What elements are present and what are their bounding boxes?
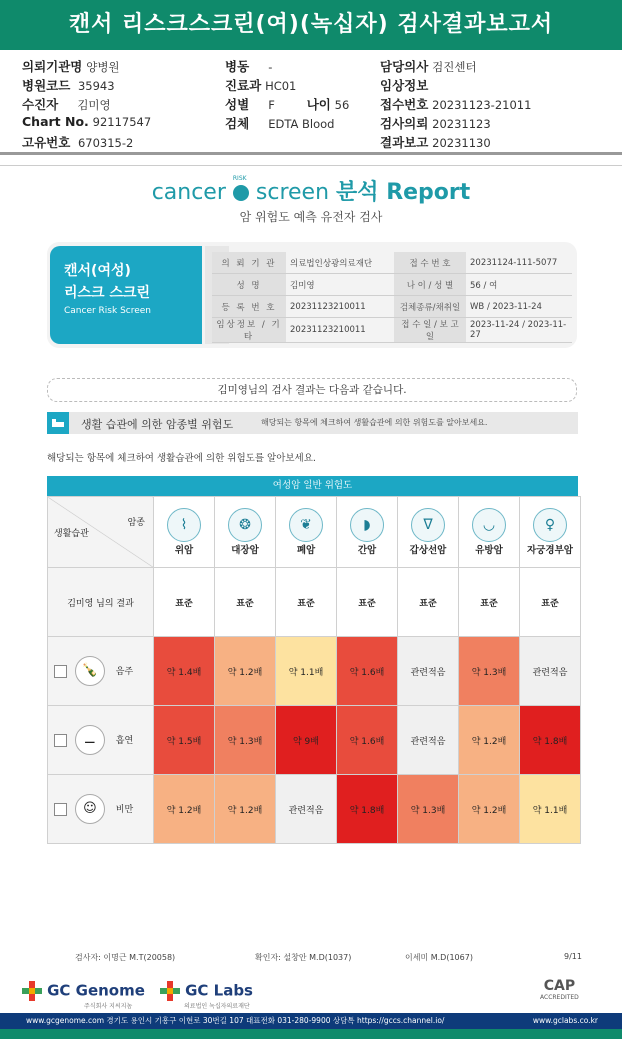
card-value: WB / 2023-11-24: [466, 296, 572, 318]
header-divider: [0, 152, 622, 155]
risk-cell: 약 1.8배: [520, 706, 581, 775]
card-value: 김미영: [286, 274, 394, 296]
hdr-label: Chart No.: [22, 114, 89, 129]
cancer-col: [459, 497, 520, 568]
hdr-label: 담당의사: [380, 59, 429, 74]
result-row: [48, 568, 581, 637]
brand-subtitle: 암 위험도 예측 유전자 검사: [239, 210, 383, 224]
cap-sub: ACCREDITED: [540, 994, 579, 1001]
habit-checkbox[interactable]: [54, 665, 67, 678]
cancer-col: [398, 497, 459, 568]
habit-row: [48, 637, 581, 706]
result-cell: 표준: [337, 568, 398, 637]
result-cell: 표준: [398, 568, 459, 637]
brand-report: 분석 Report: [336, 180, 471, 205]
hdr-label: 병원코드: [22, 78, 71, 93]
hdr-label: 의뢰기관명: [22, 59, 83, 74]
cap-name: CAP: [543, 978, 576, 994]
hdr-value: 검진센터: [432, 60, 477, 74]
cancer-col: [276, 497, 337, 568]
matrix-corner: [48, 497, 154, 568]
hdr-value: 김미영: [77, 98, 111, 112]
hdr-label: 접수번호: [380, 97, 429, 112]
card-row: [212, 274, 572, 296]
hdr-value: 670315-2: [77, 136, 134, 150]
cancer-col: [154, 497, 215, 568]
cancer-col: [520, 497, 581, 568]
hdr-value: 92117547: [92, 115, 152, 129]
header-col3: [380, 57, 531, 152]
body-icon: ☺: [75, 794, 105, 824]
card-value: 20231123210011: [286, 318, 394, 343]
check-hint: 해당되는 항목에 체크하여 생활습관에 의한 위험도를 알아보세요.: [47, 453, 316, 464]
hdr-value: -: [268, 60, 273, 74]
signature-tester: 검사자: 이명근 M.T(20058): [75, 953, 176, 962]
signature-md: 이세미 M.D(1067): [405, 953, 473, 962]
result-cell: 표준: [520, 568, 581, 637]
cap-logo: [540, 978, 579, 1001]
cancer-name: 폐암: [296, 545, 316, 556]
footer-bar: [0, 1013, 622, 1029]
risk-cell: 약 1.3배: [398, 775, 459, 844]
uterus-icon: ♀: [533, 508, 567, 542]
risk-cell: 약 9배: [276, 706, 337, 775]
card-title1: 캔서(여성): [64, 263, 131, 279]
result-cell: 표준: [459, 568, 520, 637]
result-cell: 표준: [154, 568, 215, 637]
risk-cell: 관련적음: [398, 637, 459, 706]
habit-label: [48, 706, 154, 775]
brand-screen: screen: [255, 180, 330, 205]
cancer-name: 자궁경부암: [527, 545, 573, 556]
risk-matrix: [47, 496, 581, 844]
risk-cell: 약 1.2배: [154, 775, 215, 844]
risk-cell: 약 1.2배: [215, 775, 276, 844]
hdr-value: 56: [334, 98, 350, 112]
risk-cell: 관련적음: [398, 706, 459, 775]
hdr-label: 임상정보: [380, 78, 429, 93]
gc-genome-name: GC Genome: [47, 981, 145, 1000]
card-label: [50, 246, 202, 344]
gc-cross-icon: [22, 981, 42, 1001]
habit-checkbox[interactable]: [54, 734, 67, 747]
habit-name: 음주: [115, 666, 134, 677]
cancer-name: 유방암: [475, 545, 503, 556]
footer-accent: [0, 1029, 622, 1039]
gc-cross-icon: [160, 981, 180, 1001]
risk-cell: 관련적음: [276, 775, 337, 844]
hdr-label: 성별: [225, 97, 250, 112]
hdr-value: HC01: [265, 79, 297, 93]
risk-cell: 약 1.6배: [337, 706, 398, 775]
hdr-value: 양병원: [86, 60, 120, 74]
gc-genome-logo: [22, 980, 145, 1010]
card-key: 의 뢰 기 관: [212, 252, 286, 274]
matrix-title: 여성암 일반 위험도: [47, 476, 578, 496]
card-value: 20231124-111-5077: [466, 252, 572, 274]
card-value: 20231123210011: [286, 296, 394, 318]
liver-icon: ◗: [350, 508, 384, 542]
brand-title: [0, 175, 622, 206]
card-value: 의료법인상광의료재단: [286, 252, 394, 274]
header-col2: [225, 57, 349, 133]
cancer-name: 대장암: [231, 545, 259, 556]
hdr-label: 병동: [225, 59, 250, 74]
hdr-label: 수진자: [22, 97, 59, 112]
risk-cell: 약 1.1배: [520, 775, 581, 844]
gc-labs-logo: [160, 980, 253, 1010]
hdr-label: 나이: [306, 97, 331, 112]
cancer-col: [215, 497, 276, 568]
hdr-value: 35943: [77, 79, 115, 93]
risk-cell: 약 1.3배: [215, 706, 276, 775]
habit-row: [48, 706, 581, 775]
alcohol-icon: 🍾: [75, 656, 105, 686]
card-value: 56 / 여: [466, 274, 572, 296]
header-divider-thin: [0, 165, 622, 166]
cancer-name: 위암: [174, 545, 194, 556]
result-notice: 김미영님의 검사 결과는 다음과 같습니다.: [47, 378, 577, 402]
cancer-name: 갑상선암: [409, 545, 447, 556]
habit-label: [48, 637, 154, 706]
cancer-name: 간암: [357, 545, 377, 556]
habit-name: 흡연: [115, 735, 134, 746]
gc-labs-sub: 의료법인 녹십자의료재단: [184, 1002, 250, 1010]
brand-cancer: cancer: [151, 180, 226, 205]
footer-site: www.gclabs.co.kr: [532, 1016, 598, 1025]
risk-cell: 관련적음: [520, 637, 581, 706]
stomach-icon: ⌇: [167, 508, 201, 542]
habit-checkbox[interactable]: [54, 803, 67, 816]
gc-genome-sub: 주식회사 지씨지놈: [84, 1002, 133, 1010]
card-row: [212, 252, 572, 274]
card-key: 접 수 일 / 보 고 일: [394, 318, 466, 343]
risk-cell: 약 1.5배: [154, 706, 215, 775]
hdr-label: 진료과: [225, 78, 262, 93]
habit-label: [48, 775, 154, 844]
hdr-label: 고유번호: [22, 135, 71, 150]
cancer-header-row: [48, 497, 581, 568]
card-key: 접 수 번 호: [394, 252, 466, 274]
report-title: 캔서 리스크스크린(여)(녹십자) 검사결과보고서: [0, 0, 622, 50]
lung-icon: ❦: [289, 508, 323, 542]
result-cell: 표준: [276, 568, 337, 637]
corner-bottom: 생활습관: [54, 529, 89, 539]
gc-labs-name: GC Labs: [185, 981, 253, 1000]
habit-row: [48, 775, 581, 844]
hdr-value: 20231123-21011: [432, 98, 532, 112]
card-key: 나 이 / 성 별: [394, 274, 466, 296]
card-key: 성 명: [212, 274, 286, 296]
card-key: 임상정보 / 기타: [212, 318, 286, 343]
risk-cell: 약 1.8배: [337, 775, 398, 844]
signature-confirmer: 확인자: 설창안 M.D(1037): [255, 953, 352, 962]
risk-cell: 약 1.2배: [459, 775, 520, 844]
section-title: 생활 습관에 의한 암종별 위험도: [81, 418, 234, 431]
risk-cell: 약 1.4배: [154, 637, 215, 706]
risk-cell: 약 1.2배: [459, 706, 520, 775]
header-col1: [22, 57, 151, 152]
risk-cell: 약 1.6배: [337, 637, 398, 706]
card-value: 2023-11-24 / 2023-11-27: [466, 318, 572, 343]
card-table: [212, 252, 572, 343]
thyroid-icon: ᐁ: [411, 508, 445, 542]
card-key: 검체종류/채취일: [394, 296, 466, 318]
hdr-label: 검사의뢰: [380, 116, 429, 131]
hdr-value: EDTA Blood: [268, 117, 335, 131]
card-row: [212, 296, 572, 318]
risk-cell: 약 1.2배: [215, 637, 276, 706]
section-hint: 해당되는 항목에 체크하여 생활습관에 의한 위험도를 알아보세요.: [261, 418, 488, 427]
section-bar: [47, 412, 578, 434]
brand-logo-icon: [232, 175, 249, 201]
hdr-value: 20231130: [432, 136, 491, 150]
result-cell: 표준: [215, 568, 276, 637]
hdr-label: 결과보고: [380, 135, 429, 150]
result-label: 김미영 님의 결과: [48, 568, 154, 637]
card-key: 등 록 번 호: [212, 296, 286, 318]
hdr-value: F: [268, 98, 275, 112]
page-number: 9/11: [564, 952, 582, 961]
hdr-value: 20231123: [432, 117, 491, 131]
cigarette-icon: ⚊: [75, 725, 105, 755]
footer-address: www.gcgenome.com 경기도 용인시 기흥구 이현로 30번길 107 대표전화 031-280-9900 상담톡 https://gccs.channel.io/: [26, 1016, 445, 1025]
risk-cell: 약 1.3배: [459, 637, 520, 706]
card-title3: Cancer Risk Screen: [64, 306, 152, 316]
card-title2: 리스크 스크린: [64, 285, 151, 301]
breast-icon: ◡: [472, 508, 506, 542]
colon-icon: ❂: [228, 508, 262, 542]
hdr-label: 검체: [225, 116, 250, 131]
brand-sup: RISK: [232, 175, 247, 182]
cancer-col: [337, 497, 398, 568]
habit-name: 비만: [115, 804, 134, 815]
card-row: [212, 318, 572, 343]
risk-cell: 약 1.1배: [276, 637, 337, 706]
bed-icon: [47, 412, 69, 434]
corner-top: 암종: [127, 518, 145, 528]
